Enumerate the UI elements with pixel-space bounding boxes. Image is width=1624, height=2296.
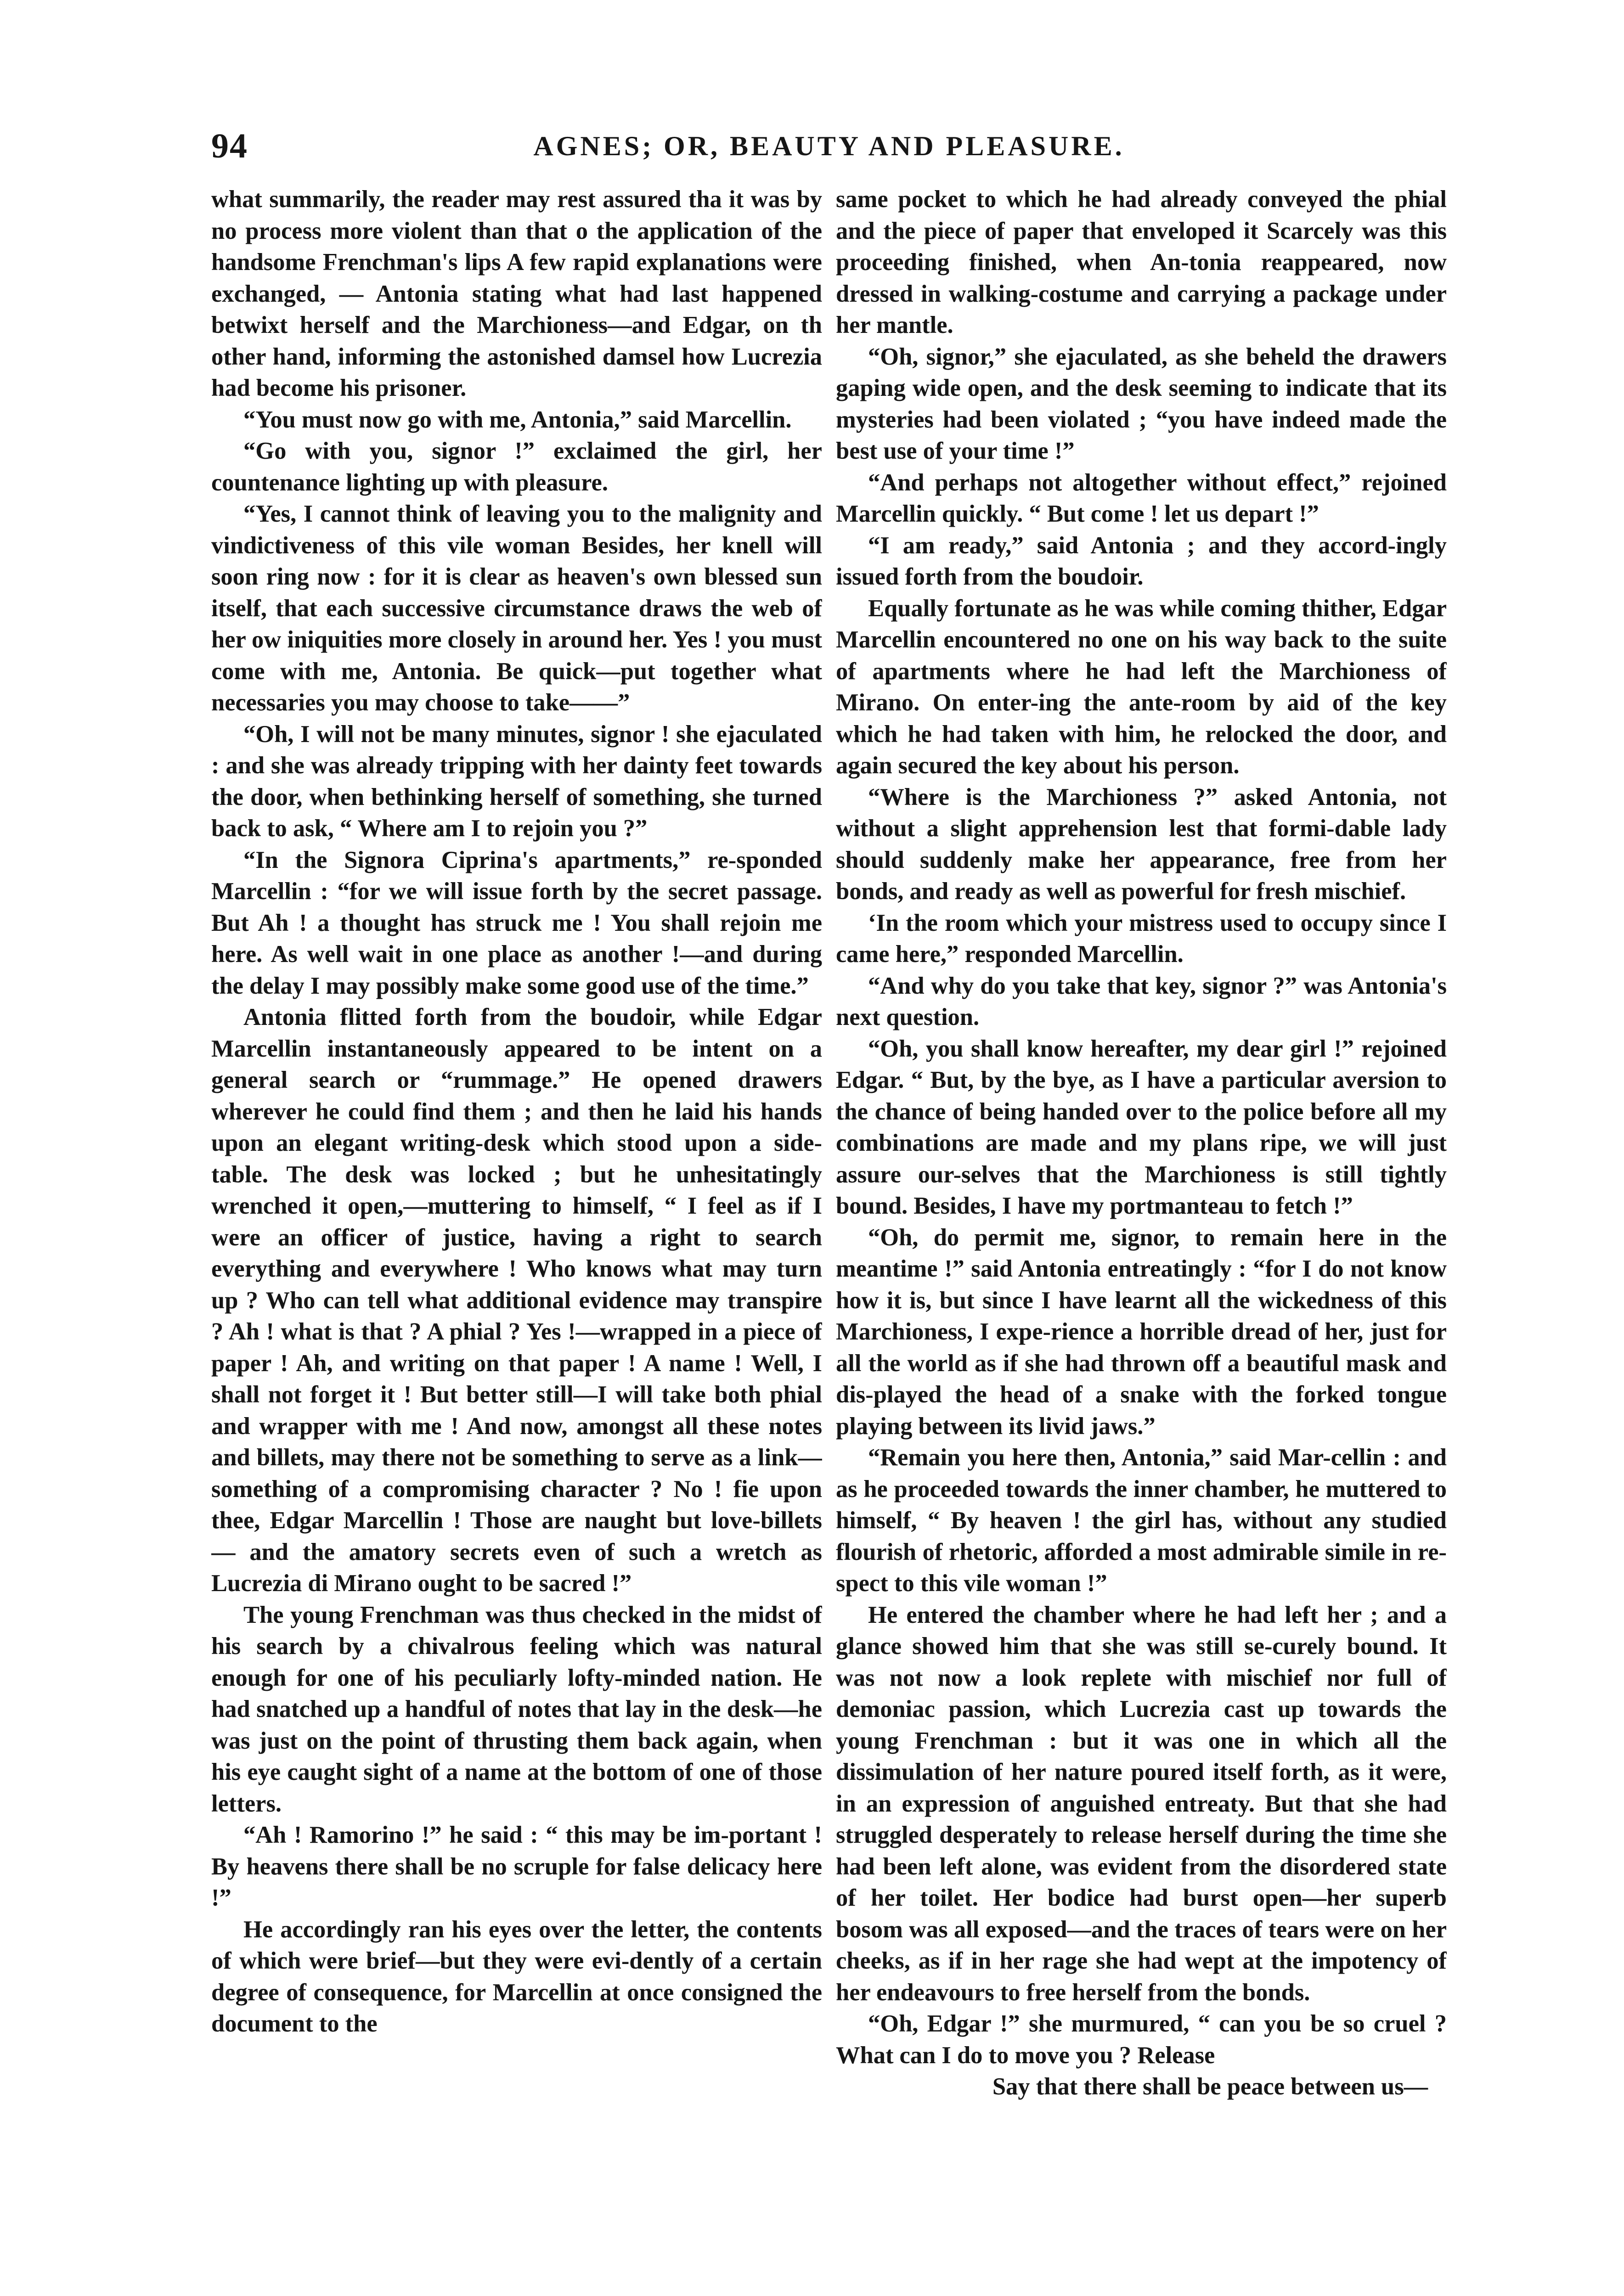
paragraph: “Where is the Marchioness ?” asked Antonia, not without a slight apprehension lest that formi-dable lady should suddenly make her appearance, free from her bonds, and ready as well as powerful for fresh mischief.: [836, 783, 1447, 905]
paragraph: “Oh, I will not be many minutes, signor ! she ejaculated : and she was already tripping with her dainty feet towards the door, when bethinking herself of something, she turned back to ask, “ Where am I to rejoin you ?”: [211, 720, 822, 842]
paragraph: “In the Signora Ciprina's apartments,” re-sponded Marcellin : “for we will issue forth by the secret passage. But Ah ! a thought has struck me ! You shall rejoin me here. As well wait in one place as another !—and during the delay I may possibly make some good use of the time.”: [211, 846, 822, 999]
paragraph: same pocket to which he had already conveyed the phial and the piece of paper that enveloped it Scarcely was this proceeding finished, when An-tonia reappeared, now dressed in walking-costume and carrying a package under her mantle.: [836, 186, 1447, 338]
page-header: [211, 123, 1447, 169]
paragraph: “And perhaps not altogether without effect,” rejoined Marcellin quickly. “ But come ! let us depart !”: [836, 469, 1447, 527]
right-column: [836, 184, 1447, 2296]
left-column: [211, 184, 822, 2296]
paragraph: what summarily, the reader may rest assured tha it was by no process more violent than that o the application of the handsome Frenchman's lips A few rapid explanations were exchanged, — Antonia stating what had last happened betwixt herself and the Marchioness—and Edgar, on th other hand, informing the astonished damsel how Lucrezia had become his prisoner.: [211, 186, 822, 401]
paragraph: Equally fortunate as he was while coming thither, Edgar Marcellin encountered no one on his way back to the suite of apartments where he had left the Marchioness of Mirano. On enter-ing the ante-room by aid of the key which he had taken with him, he relocked the door, and again secured the key about his person.: [836, 595, 1447, 779]
paragraph: “Oh, Edgar !” she murmured, “ can you be so cruel ? What can I do to move you ? Release: [836, 2010, 1447, 2069]
paragraph: “And why do you take that key, signor ?” was Antonia's next question.: [836, 972, 1447, 1030]
paragraph: “Oh, do permit me, signor, to remain here in the meantime !” said Antonia entreatingly : “for I do not know how it is, but since I have learnt all the wickedness of this Marchioness, I expe-rience a horrible dread of her, just for all the world as if she had thrown off a beautiful mask and dis-played the head of a snake with the forked tongue playing between its livid jaws.”: [836, 1224, 1447, 1440]
paragraph: “Go with you, signor !” exclaimed the girl, her countenance lighting up with pleasure.: [211, 438, 822, 496]
paragraph: “Oh, signor,” she ejaculated, as she beheld the drawers gaping wide open, and the desk seeming to indicate that its mysteries had been violated ; “you have indeed made the best use of your time !”: [836, 343, 1447, 464]
paragraph: He accordingly ran his eyes over the letter, the contents of which were brief—but they were evi-dently of a certain degree of consequence, for Marcellin at once consigned the document to the: [211, 1916, 822, 2037]
paragraph: “Ah ! Ramorino !” he said : “ this may be im-portant ! By heavens there shall be no scruple for false delicacy here !”: [211, 1822, 822, 1911]
paragraph: The young Frenchman was thus checked in the midst of his search by a chivalrous feeling which was natural enough for one of his peculiarly lofty-minded nation. He had snatched up a handful of notes that lay in the desk—he was just on the point of thrusting them back again, when his eye caught sight of a name at the bottom of one of those letters.: [211, 1601, 822, 1817]
paragraph: “Oh, you shall know hereafter, my dear girl !” rejoined Edgar. “ But, by the bye, as I have a particular aversion to the chance of being handed over to the police before all my combinations are made and my plans ripe, we will just assure our-selves that the Marchioness is still tightly bound. Besides, I have my portmanteau to fetch !”: [836, 1035, 1447, 1219]
paragraph: He entered the chamber where he had left her ; and a glance showed him that she was still se-curely bound. It was not now a look replete with mischief nor full of demoniac passion, which Lucrezia cast up towards the young Frenchman : but it was one in which all the dissimulation of her nature poured itself forth, as it were, in an expression of anguished entreaty. But that she had struggled desperately to release herself during the time she had been left alone, was evident from the disordered state of her toilet. Her bodice had burst open—her superb bosom was all exposed—and the traces of tears were on her cheeks, as if in her rage she had wept at the impotency of her endeavours to free herself from the bonds.: [836, 1601, 1447, 2006]
paragraph: “Yes, I cannot think of leaving you to the malignity and vindictiveness of this vile woman Besides, her knell will soon ring now : for it is clear as heaven's own blessed sun itself, that each successive circumstance draws the web of her ow iniquities more closely in around her. Yes ! you must come with me, Antonia. Be quick—put together what necessaries you may choose to take——”: [211, 501, 822, 716]
paragraph-final-line: Say that there shall be peace between us—: [992, 2073, 1428, 2100]
paragraph: ‘In the room which your mistress used to occupy since I came here,” responded Marcellin.: [836, 909, 1447, 968]
running-title: AGNES; OR, BEAUTY AND PLEASURE.: [533, 130, 1125, 161]
paragraph: “Remain you here then, Antonia,” said Mar-cellin : and as he proceeded towards the inner chamber, he muttered to himself, “ By heaven ! the girl has, without any studied flourish of rhetoric, afforded a most admirable simile in re-spect to this vile woman !”: [836, 1444, 1447, 1597]
page-number: 94: [211, 126, 248, 165]
paragraph: “You must now go with me, Antonia,” said Marcellin.: [243, 406, 792, 433]
paragraph: Antonia flitted forth from the boudoir, while Edgar Marcellin instantaneously appeared to be intent on a general search or “rummage.” He opened drawers wherever he could find them ; and then he laid his hands upon an elegant writing-desk which stood upon a side-table. The desk was locked ; but he unhesitatingly wrenched it open,—muttering to himself, “ I feel as if I were an officer of justice, having a right to search everything and everywhere ! Who knows what may turn up ? Who can tell what additional evidence may transpire ? Ah ! what is that ? A phial ? Yes !—wrapped in a piece of paper ! Ah, and writing on that paper ! A name ! Well, I shall not forget it ! But better still—I will take both phial and wrapper with me ! And now, amongst all these notes and billets, may there not be something to serve as a link—something of a compromising character ? No ! fie upon thee, Edgar Marcellin ! Those are naught but love-billets — and the amatory secrets even of such a wretch as Lucrezia di Mirano ought to be sacred !”: [211, 1004, 822, 1597]
paragraph: “I am ready,” said Antonia ; and they accord-ingly issued forth from the boudoir.: [836, 532, 1447, 590]
